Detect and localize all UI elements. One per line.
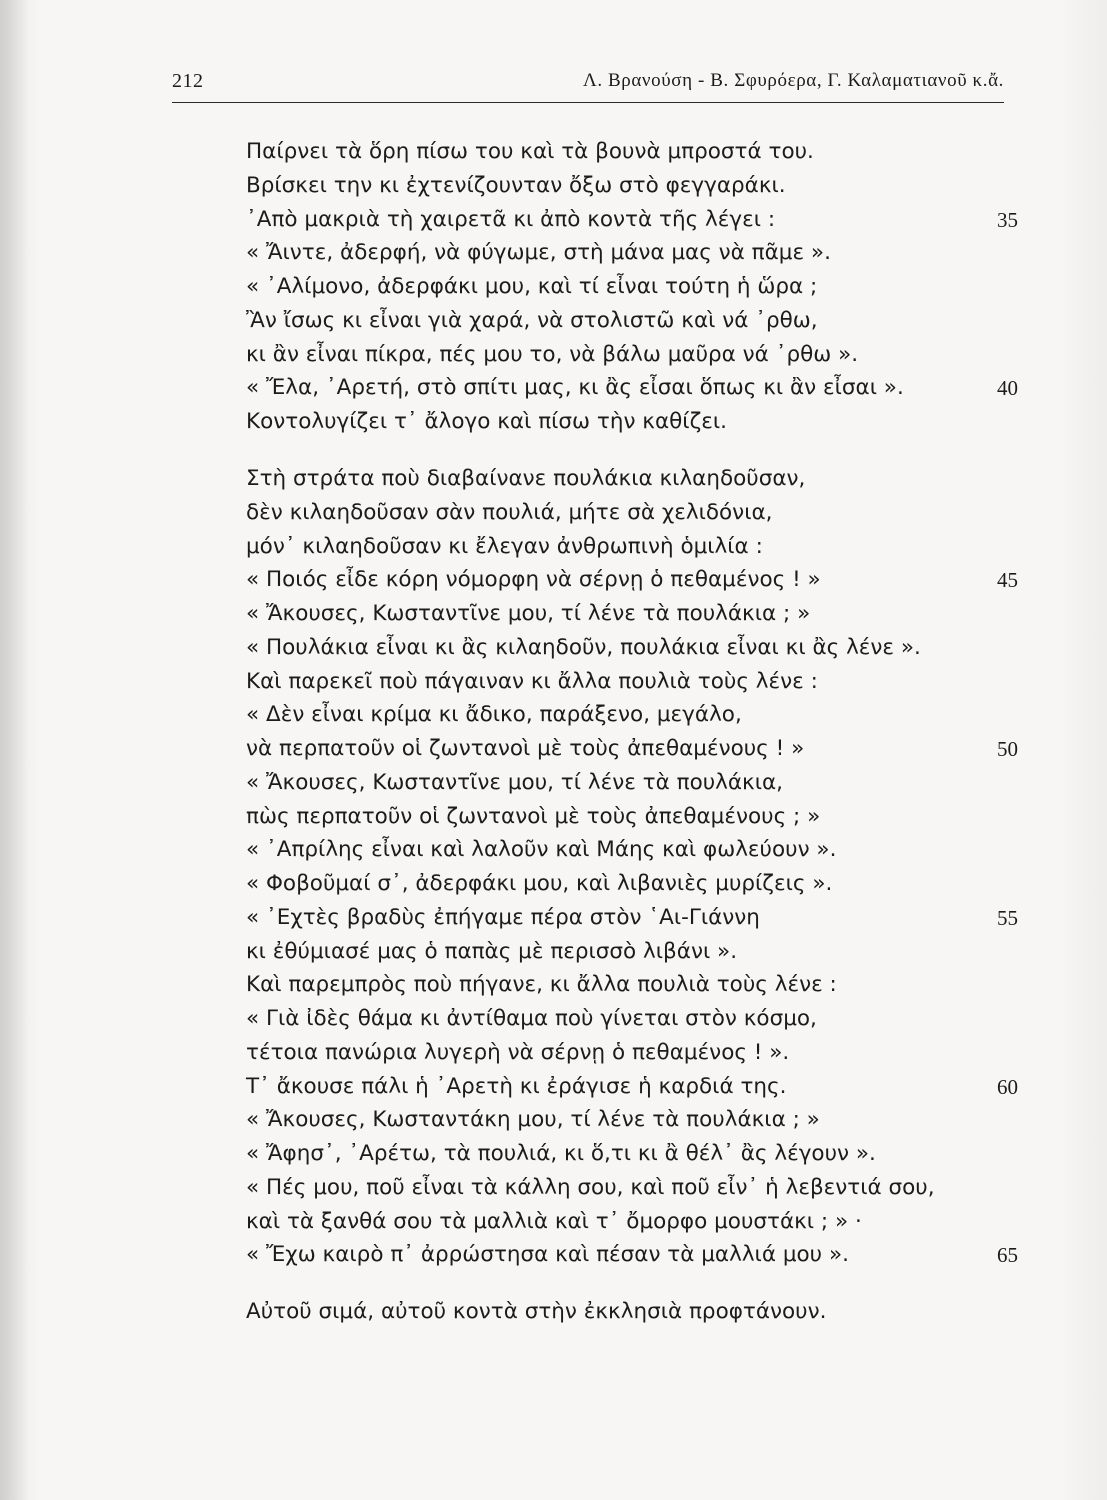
poem-line-text: « Ἄκουσες, Κωσταντῖνε μου, τί λένε τὰ πουλάκια ; » <box>246 601 811 626</box>
poem-line-text: « Γιὰ ἰδὲς θάμα κι ἀντίθαμα ποὺ γίνεται στὸν κόσμο, <box>246 1006 817 1031</box>
poem-line-text: « Πουλάκια εἶναι κι ἂς κιλαηδοῦν, πουλάκια εἶναι κι ἂς λένε ». <box>246 635 921 660</box>
line-number: 40 <box>997 376 1018 400</box>
poem-line <box>246 169 1036 205</box>
poem-line <box>246 1103 1036 1139</box>
poem-line-text: Ἂν ἴσως κι εἶναι γιὰ χαρά, νὰ στολιστῶ καὶ νά ᾿ρθω, <box>246 308 818 333</box>
poem-line-text: Βρίσκει την κι ἐχτενίζουνταν ὄξω στὸ φεγγαράκι. <box>246 173 786 198</box>
poem-line <box>246 462 1036 498</box>
line-number: 35 <box>997 208 1018 232</box>
poem-line <box>246 968 1036 1004</box>
poem-line-text: τέτοια πανώρια λυγερὴ νὰ σέρνῃ ὁ πεθαμένος ! ». <box>246 1040 790 1065</box>
poem-line <box>246 371 1036 407</box>
page-number: 212 <box>172 70 204 92</box>
poem-line <box>246 1295 1036 1331</box>
poem-line-text: « Ἄφησ᾿, ᾿Αρέτω, τὰ πουλιά, κι ὅ,τι κι ἂ θέλ᾿ ἂς λέγουν ». <box>246 1141 876 1166</box>
poem-line-text: Κοντολυγίζει τ᾿ ἄλογο καὶ πίσω τὴν καθίζει. <box>246 409 727 434</box>
poem-line-text: Παίρνει τὰ ὅρη πίσω του καὶ τὰ βουνὰ μπροστά του. <box>246 139 814 164</box>
poem-line-text: πὼς περπατοῦν οἱ ζωντανοὶ μὲ τοὺς ἀπεθαμένους ; » <box>246 804 821 829</box>
line-number: 60 <box>997 1075 1018 1099</box>
poem-line-text: « Ἔχω καιρὸ π᾿ ἀρρώστησα καὶ πέσαν τὰ μαλλιά μου ». <box>246 1242 849 1267</box>
line-number: 65 <box>997 1243 1018 1267</box>
poem-line <box>246 901 1036 937</box>
poem-line-text: μόν᾿ κιλαηδοῦσαν κι ἔλεγαν ἀνθρωπινὴ ὁμιλία : <box>246 534 763 559</box>
poem-line <box>246 631 1036 667</box>
poem-line-text: « Ἄιντε, ἀδερφή, νὰ φύγωμε, στὴ μάνα μας νὰ πᾶμε ». <box>246 240 831 265</box>
poem-line <box>246 135 1036 171</box>
poem-line <box>246 867 1036 903</box>
poem-line <box>246 833 1036 869</box>
poem-line <box>246 935 1036 971</box>
poem-line <box>246 1238 1036 1274</box>
line-number: 50 <box>997 737 1018 761</box>
poem-line-text: δὲν κιλαηδοῦσαν σὰν πουλιά, μήτε σὰ χελιδόνια, <box>246 500 773 525</box>
poem-line <box>246 338 1036 374</box>
poem-line <box>246 405 1036 441</box>
poem-line <box>246 270 1036 306</box>
poem-line-text: « ᾿Αλίμονο, ἀδερφάκι μου, καὶ τί εἶναι τούτη ἡ ὥρα ; <box>246 274 818 299</box>
running-head: Λ. Βρανούση - Β. Σφυρόερα, Γ. Καλαματιανοῦ κ.ἄ. <box>582 70 1004 91</box>
poem-line-text: Καὶ παρεμπρὸς ποὺ πήγανε, κι ἄλλα πουλιὰ τοὺς λένε : <box>246 972 837 997</box>
poem-line-text: κι ἐθύμιασέ μας ὁ παπὰς μὲ περισσὸ λιβάνι ». <box>246 939 738 964</box>
poem-line-text: « Ἄκουσες, Κωσταντάκη μου, τί λένε τὰ πουλάκια ; » <box>246 1107 820 1132</box>
poem-line <box>246 766 1036 802</box>
poem-line-text: « ᾿Απρίλης εἶναι καὶ λαλοῦν καὶ Μάης καὶ φωλεύουν ». <box>246 837 837 862</box>
line-number: 45 <box>997 568 1018 592</box>
poem-line <box>246 1171 1036 1207</box>
poem-line <box>246 1205 1036 1241</box>
poem-line-text: Καὶ παρεκεῖ ποὺ πάγαιναν κι ἄλλα πουλιὰ τοὺς λένε : <box>246 669 818 694</box>
poem-line <box>246 1036 1036 1072</box>
poem-line-text: « Πές μου, ποῦ εἶναι τὰ κάλλη σου, καὶ ποῦ εἶν᾿ ἡ λεβεντιά σου, <box>246 1175 935 1200</box>
poem-line-text: « Ἄκουσες, Κωσταντῖνε μου, τί λένε τὰ πουλάκια, <box>246 770 784 795</box>
poem-line <box>246 563 1036 599</box>
poem-line <box>246 597 1036 633</box>
poem-line-text: Στὴ στράτα ποὺ διαβαίνανε πουλάκια κιλαηδοῦσαν, <box>246 466 806 491</box>
poem-line-text: « Ποιός εἶδε κόρη νόμορφη νὰ σέρνῃ ὁ πεθαμένος ! » <box>246 567 821 592</box>
poem-line <box>246 1002 1036 1038</box>
poem-line <box>246 236 1036 272</box>
poem-line-text: κι ἂν εἶναι πίκρα, πές μου το, νὰ βάλω μαῦρα νά ᾿ρθω ». <box>246 342 859 367</box>
poem-line <box>246 304 1036 340</box>
poem-line-text: « ᾿Εχτὲς βραδὺς ἐπήγαμε πέρα στὸν ῾Αι-Γιάννη <box>246 905 760 930</box>
line-number: 55 <box>997 906 1018 930</box>
poem-line <box>246 530 1036 566</box>
poem-line <box>246 1137 1036 1173</box>
poem-line <box>246 496 1036 532</box>
poem-line <box>246 1070 1036 1106</box>
poem-line <box>246 732 1036 768</box>
poem-line-text: νὰ περπατοῦν οἱ ζωντανοὶ μὲ τοὺς ἀπεθαμένους ! » <box>246 736 805 761</box>
poem-line-text: Αὐτοῦ σιμά, αὐτοῦ κοντὰ στὴν ἐκκλησιὰ προφτάνουν. <box>246 1299 827 1324</box>
poem-line-text: « Φοβοῦμαί σ᾿, ἀδερφάκι μου, καὶ λιβανιὲς μυρίζεις ». <box>246 871 833 896</box>
poem-line-text: Τ᾿ ἄκουσε πάλι ἡ ᾿Αρετὴ κι ἐράγισε ἡ καρδιά της. <box>246 1074 787 1099</box>
poem-line-text: « Ἔλα, ᾿Αρετή, στὸ σπίτι μας, κι ἂς εἶσαι ὅπως κι ἂν εἶσαι ». <box>246 375 904 400</box>
poem-line <box>246 800 1036 836</box>
poem-line-text: καὶ τὰ ξανθά σου τὰ μαλλιὰ καὶ τ᾿ ὄμορφο μουστάκι ; » · <box>246 1209 862 1234</box>
poem-line <box>246 698 1036 734</box>
poem-line-text: ᾿Απὸ μακριὰ τὴ χαιρετᾶ κι ἀπὸ κοντὰ τῆς λέγει : <box>246 207 776 232</box>
poem-line <box>246 203 1036 239</box>
poem-line <box>246 665 1036 701</box>
poem-line-text: « Δὲν εἶναι κρίμα κι ἄδικο, παράξενο, μεγάλο, <box>246 702 742 727</box>
